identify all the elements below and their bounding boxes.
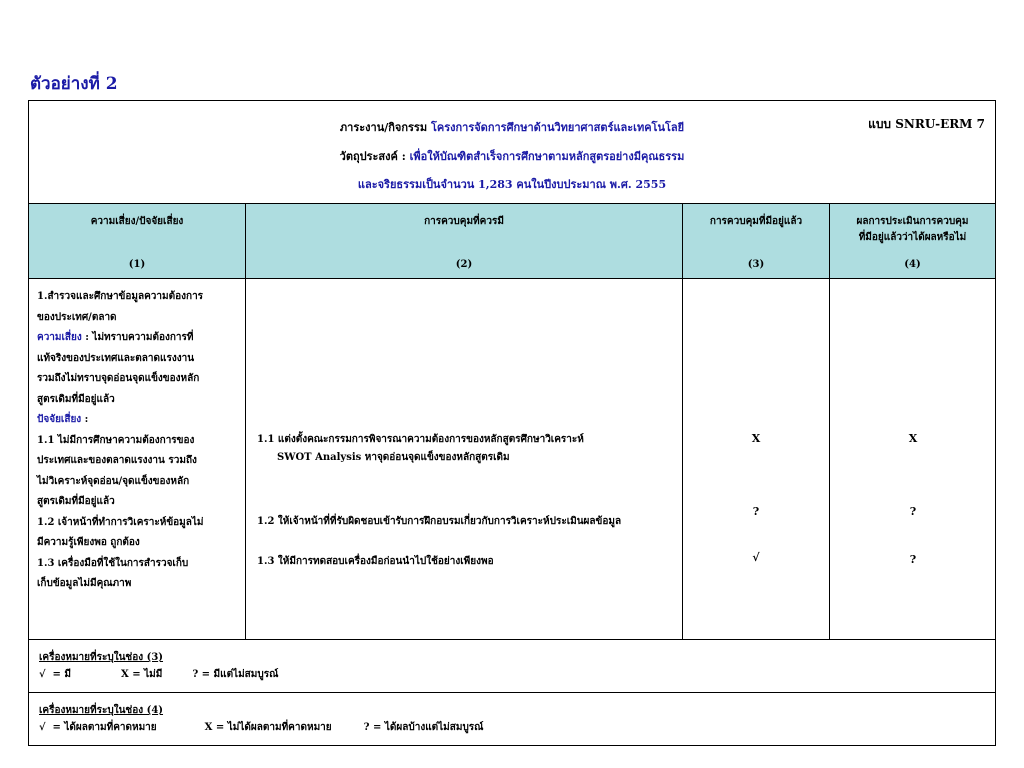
column-divider — [245, 279, 246, 639]
risk-factor-text: 1.1 ไม่มีการศึกษาความต้องการของ — [37, 434, 195, 446]
control-text: 1.3 ให้มีการทดสอบเครื่องมือก่อนนำไปใช้อย่างเพียงพอ — [257, 556, 494, 567]
objective-value: เพื่อให้บัณฑิตสำเร็จการศึกษาตามหลักสูตรอย่างมีคุณธรรม — [409, 150, 685, 163]
risk-body-row — [29, 279, 995, 640]
column-number: (1) — [128, 259, 146, 270]
column-header-result — [830, 204, 995, 278]
legend-title: เครื่องหมายที่ระบุในช่อง (3) — [39, 652, 164, 663]
risk-text: สูตรเดิมที่มีอยู่แล้ว — [37, 393, 115, 405]
form-header — [29, 101, 995, 204]
project-label: ภาระงาน/กิจกรรม — [339, 121, 428, 134]
column-number: (3) — [747, 259, 765, 270]
column-header-row — [29, 204, 995, 279]
control-text-cont: SWOT Analysis หาจุดอ่อนจุดแข็งของหลักสูตรเดิม — [277, 452, 510, 463]
column-header-controls — [246, 204, 682, 278]
risk-factor-colon: : — [81, 414, 89, 425]
risk-text: : ไม่ทราบความต้องการที่ — [81, 332, 194, 343]
column-divider — [829, 204, 830, 278]
risk-heading-cont: ของประเทศ/ตลาด — [37, 311, 117, 323]
objective-line-2: และจริยธรรมเป็นจำนวน 1,283 คนในปีงบประมาณ พ.ศ. 2555 — [357, 178, 667, 191]
risk-text: แท้จริงของประเทศและตลาดแรงงาน — [37, 352, 195, 364]
existing-control-mark: ? — [752, 505, 760, 518]
risk-factor-text: สูตรเดิมที่มีอยู่แล้ว — [37, 496, 115, 507]
risk-factor-text: ไม่วิเคราะห์จุดอ่อน/จุดแข็งของหลัก — [37, 475, 190, 487]
column-number: (4) — [904, 259, 921, 270]
legend-items — [39, 719, 995, 736]
risk-factor-text: มีความรู้เพียงพอ ถูกต้อง — [37, 537, 140, 548]
risk-factor-label: ปัจจัยเสี่ยง — [37, 414, 82, 425]
column-title: การควบคุมที่ควรมี — [424, 216, 504, 227]
risk-heading: 1.สำรวจและศึกษาข้อมูลความต้องการ — [37, 291, 204, 302]
legend-items — [39, 666, 995, 683]
column-title-line1: ผลการประเมินการควบคุม — [856, 216, 969, 227]
column-divider — [682, 204, 683, 278]
risk-control-form — [28, 100, 996, 746]
risk-text: รวมถึงไม่ทราบจุดอ่อนจุดแข็งของหลัก — [37, 373, 200, 384]
column-divider — [682, 279, 683, 639]
project-line — [29, 118, 995, 136]
result-mark: ? — [909, 505, 917, 518]
objective-label: วัตถุประสงค์ : — [339, 150, 406, 163]
legend-column-4 — [29, 693, 995, 745]
result-mark: X — [908, 432, 918, 445]
control-text: 1.2 ให้เจ้าหน้าที่ที่รับผิดชอบเข้ารับการฝึกอบรมเกี่ยวกับการวิเคราะห์ประเมินผลข้อมูล — [257, 516, 622, 527]
control-text: 1.1 แต่งตั้งคณะกรรมการพิจารณาความต้องการของหลักสูตรศึกษาวิเคราะห์ — [257, 434, 584, 445]
column-title: ความเสี่ยง/ปัจจัยเสี่ยง — [90, 216, 184, 227]
legend-column-3 — [29, 640, 995, 693]
objective-line — [29, 147, 995, 165]
column-header-existing — [683, 204, 829, 278]
existing-control-mark: √ — [752, 551, 760, 564]
column-title — [830, 214, 995, 246]
project-value: โครงการจัดการศึกษาด้านวิทยาศาสตร์และเทคโนโลยี — [430, 121, 685, 134]
control-item — [257, 431, 677, 467]
column-title: การควบคุมที่มีอยู่แล้ว — [709, 216, 803, 227]
risk-factor-text: 1.3 เครื่องมือที่ใช้ในการสำรวจเก็บ — [37, 557, 189, 569]
result-mark: ? — [909, 553, 917, 566]
legend-item: X = ไม่ได้ผลตามที่คาดหมาย — [204, 722, 332, 733]
control-item — [257, 513, 677, 531]
legend-item: √ = มี — [39, 669, 71, 680]
legend-item: X = ไม่มี — [121, 669, 163, 680]
column-title-line2: ที่มีอยู่แล้วว่าได้ผลหรือไม่ — [858, 232, 967, 243]
column-divider — [829, 279, 830, 639]
risk-factor-text: เก็บข้อมูลไม่มีคุณภาพ — [37, 578, 132, 589]
column-number: (2) — [455, 259, 473, 270]
legend-item: √ = ได้ผลตามที่คาดหมาย — [39, 722, 157, 733]
risk-factor-heading — [37, 410, 237, 431]
control-item — [257, 553, 677, 571]
form-code: แบบ SNRU-ERM 7 — [868, 117, 985, 131]
risk-label: ความเสี่ยง — [37, 332, 82, 343]
existing-control-mark: X — [751, 432, 761, 445]
column-header-risk — [29, 204, 245, 278]
legend-title: เครื่องหมายที่ระบุในช่อง (4) — [39, 705, 164, 716]
risk-statement — [37, 328, 237, 349]
legend-item: ? = ได้ผลบ้างแต่ไม่สมบูรณ์ — [363, 722, 484, 733]
column-divider — [245, 204, 246, 278]
page-heading: ตัวอย่างที่ 2 — [30, 74, 118, 94]
risk-factor-text: 1.2 เจ้าหน้าที่ทำการวิเคราะห์ข้อมูลไม่ — [37, 516, 204, 528]
risk-factor-text: ประเทศและของตลาดแรงงาน รวมถึง — [37, 455, 197, 466]
legend-item: ? = มีแต่ไม่สมบูรณ์ — [192, 669, 279, 680]
risk-description — [37, 287, 237, 595]
